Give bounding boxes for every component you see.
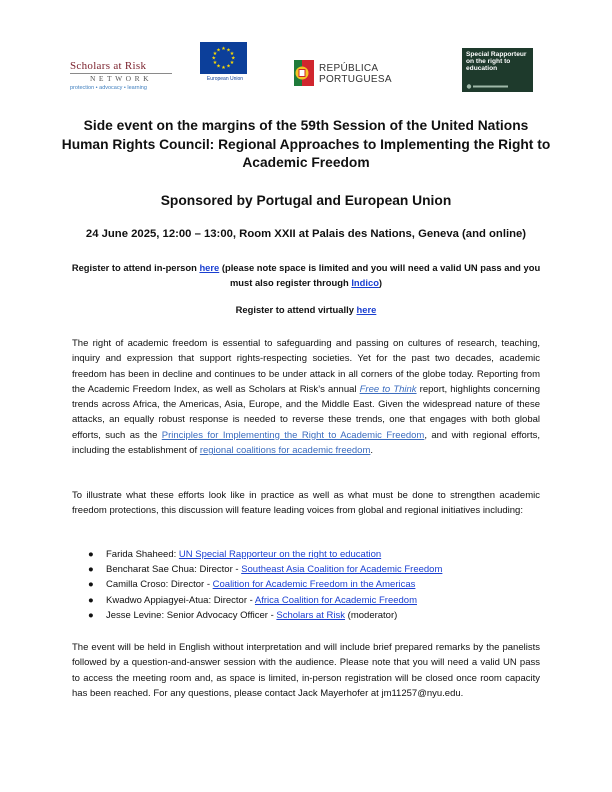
speaker-text: Kwadwo Appiagyei-Atua: Director -: [106, 594, 255, 606]
speaker-link[interactable]: Africa Coalition for Academic Freedom: [254, 594, 417, 606]
inperson-register-link[interactable]: here: [199, 262, 220, 273]
speaker-link[interactable]: Southeast Asia Coalition for Academic Freedom: [241, 564, 443, 576]
intro-text-c: , and with regional efforts, including the establishment of: [72, 429, 540, 457]
speaker-link[interactable]: Coalition for Academic Freedom in the Americas: [212, 579, 416, 591]
bullet-icon: ●: [88, 564, 94, 576]
virtual-text: Register to attend virtually: [235, 304, 357, 315]
sar-network: NETWORK: [70, 73, 172, 83]
regional-coalitions-link[interactable]: regional coalitions for academic freedom: [199, 445, 371, 457]
speaker-link[interactable]: Scholars at Risk: [276, 609, 346, 621]
list-item: [88, 577, 528, 592]
svg-text:★: ★: [211, 55, 216, 62]
svg-text:★: ★: [212, 51, 218, 57]
inperson-registration: [60, 260, 552, 290]
inperson-text: Register to attend in-person: [71, 262, 200, 273]
speaker-text: Camilla Croso: Director -: [106, 579, 213, 591]
sponsor-line: Sponsored by Portugal and European Union: [160, 193, 452, 208]
svg-text:★: ★: [226, 63, 231, 70]
speaker-text: Bencharat Sae Chua: Director -: [106, 564, 242, 576]
intro-text-a: The right of academic freedom is essential to safeguarding and passing on cultures of research, teaching, inquiry and expression that support rights-respecting societies. Yet for the past two decades, academic freedom has been in decline and continues to be under attack in all corners of the globe today. Reporting from the Academic Freedom Index, as well as Scholars at Risk’s annual: [72, 338, 540, 395]
virtual-registration: [60, 304, 552, 315]
event-title: Side event on the margins of the 59th Session of the United Nations Human Rights Council: Regional Approaches to Implementing the Right to Academic Freedom: [61, 118, 551, 171]
free-to-think-link[interactable]: Free to Think: [359, 383, 417, 395]
sar-tagline: protection • advocacy • learning: [70, 85, 147, 91]
speaker-link[interactable]: UN Special Rapporteur on the right to education: [178, 549, 382, 560]
inperson-note: (please note space is limited and you will need a valid UN pass and you must also register through: [219, 262, 541, 288]
european-union-logo: [200, 42, 250, 82]
svg-text:★: ★: [229, 60, 235, 66]
illustrate-paragraph: To illustrate what these efforts look like in practice as well as what must be done to strengthen academic freedom protections, this discussion will feature leading voices from global and regional initiatives including:: [72, 490, 540, 517]
svg-text:★: ★: [221, 65, 226, 71]
svg-text:★: ★: [226, 47, 231, 54]
virtual-register-link[interactable]: here: [356, 304, 377, 315]
bullet-icon: ●: [88, 594, 94, 606]
inperson-close: ): [378, 277, 383, 288]
eu-flag-icon: [200, 42, 247, 74]
event-date: 24 June 2025, 12:00 – 13:00, Room XXII at Palais des Nations, Geneva (and online): [85, 228, 527, 240]
eu-caption: European Union: [206, 76, 244, 82]
intro-text-d: .: [370, 445, 374, 457]
portugal-wordmark: [319, 63, 392, 85]
bullet-icon: ●: [88, 549, 94, 560]
bullet-icon: ●: [88, 609, 94, 621]
svg-text:★: ★: [231, 55, 236, 62]
principles-link[interactable]: Principles for Implementing the Right to Academic Freedom: [161, 429, 425, 441]
svg-text:★: ★: [216, 47, 221, 54]
sar-title: Scholars at Risk: [70, 60, 147, 72]
special-rapporteur-text: Special Rapporteur on the right to education: [466, 51, 527, 72]
list-item: [88, 608, 528, 623]
portugal-line2: PORTUGUESA: [319, 74, 392, 85]
indico-link[interactable]: Indico: [351, 277, 379, 288]
list-item: [88, 593, 528, 608]
special-rapporteur-logo: [462, 48, 533, 92]
speaker-list: [88, 547, 528, 623]
logo-row: [70, 40, 550, 95]
bullet-icon: ●: [88, 579, 94, 591]
un-emblem-icon: [466, 84, 510, 89]
portugal-line1: REPÚBLICA: [319, 63, 379, 74]
svg-text:★: ★: [221, 46, 226, 52]
scholars-at-risk-logo: [70, 60, 172, 91]
intro-text-b: report, highlights concerning trends across Africa, the Americas, Asia, Europe, and the Middle East. Given the widespread nature of these attacks, an equally robust response is needed to reverse these trends, one that engages with both global efforts, such as the: [72, 383, 540, 441]
portugal-logo: [294, 60, 404, 90]
svg-text:★: ★: [212, 60, 218, 66]
svg-text:★: ★: [216, 63, 221, 70]
svg-text:★: ★: [229, 51, 235, 57]
logistics-paragraph: The event will be held in English without interpretation and will include brief prepared remarks by the panelists followed by a question-and-answer session with the audience. Please note that you will need a valid UN pass to access the meeting room and, as space is limited, in-person registration will be closed once room capacity has been reached. For any questions, please contact Jack Mayerhofer at jm11257@nyu.edu.: [72, 642, 540, 699]
list-item: [88, 562, 528, 577]
list-item: [88, 547, 528, 562]
portugal-emblem-icon: [294, 60, 314, 86]
intro-paragraph: [72, 336, 540, 458]
speaker-text: Jesse Levine: Senior Advocacy Officer -: [106, 609, 277, 621]
speaker-suffix: (moderator): [345, 609, 398, 621]
speaker-text: Farida Shaheed:: [106, 549, 179, 560]
